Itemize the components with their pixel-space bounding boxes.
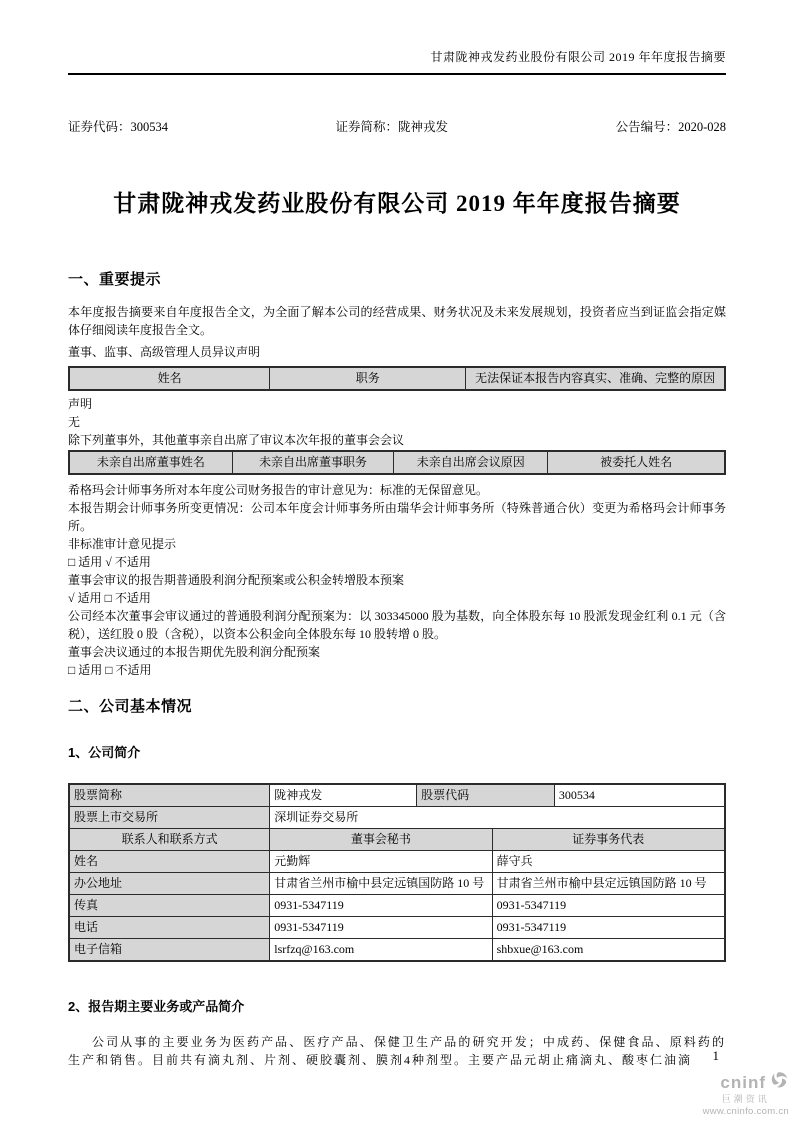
absence-col-director-name: 未亲自出席董事姓名: [69, 451, 232, 474]
attendance-note: 除下列董事外，其他董事亲自出席了审议本次年报的董事会会议: [68, 433, 405, 447]
secretary-phone: 0931-5347119: [270, 917, 492, 939]
statement-label: 声明: [68, 397, 93, 411]
secretary-name: 元勤辉: [270, 851, 492, 873]
table-row: [69, 939, 725, 962]
table-row: [69, 807, 725, 829]
page-title: 甘肃陇神戎发药业股份有限公司 2019 年年度报告摘要: [113, 191, 681, 216]
page-number: 1: [712, 1048, 719, 1063]
cninfo-chinese-name: 巨潮资讯: [721, 1094, 770, 1104]
section-2-heading: 二、公司基本情况: [68, 698, 193, 715]
document-page: [68, 0, 726, 1069]
cninfo-brand-text: cninf: [720, 1072, 766, 1092]
running-header: [68, 0, 726, 75]
stock-abbr-cell-label: 股票简称: [69, 784, 270, 807]
statement-value: 无: [68, 415, 81, 429]
dissent-col-position: 职务: [270, 367, 466, 390]
phone-label: 电话: [69, 917, 270, 939]
business-summary-heading: 2、报告期主要业务或产品简介: [68, 999, 245, 1014]
running-header-text: 甘肃陇神戎发药业股份有限公司 2019 年年度报告摘要: [430, 50, 726, 64]
representative-fax: 0931-5347119: [492, 895, 725, 917]
contact-header-row: [69, 829, 725, 851]
stock-code-cell-label: 股票代码: [417, 784, 555, 807]
business-summary-paragraph: 公司从事的主要业务为医药产品、医疗产品、保健卫生产品的研究开发；中成药、保健食品、原料药的生产和销售。目前共有滴丸剂、片剂、硬胶囊剂、膜剂4种剂型。主要产品元胡止痛滴丸、酸枣仁油滴: [68, 1035, 726, 1067]
preferred-dividend-choice: □ 适用 □ 不适用: [68, 663, 152, 677]
representative-address: 甘肃省兰州市榆中县定远镇国防路 10 号: [492, 873, 725, 895]
announcement-no-label: 公告编号：2020-028: [615, 120, 726, 134]
section-1-intro: 本年度报告摘要来自年度报告全文，为全面了解本公司的经营成果、财务状况及未来发展规划，投资者应当到证监会指定媒体仔细阅读年度报告全文。: [68, 305, 726, 337]
stock-abbr-cell-value: 陇神戎发: [270, 784, 417, 807]
absence-table-header-row: [69, 451, 725, 474]
contact-col-secretary: 董事会秘书: [270, 829, 492, 851]
absence-col-director-position: 未亲自出席董事职务: [232, 451, 393, 474]
nonstandard-audit-label: 非标准审计意见提示: [68, 537, 177, 551]
secretary-fax: 0931-5347119: [270, 895, 492, 917]
representative-email: shbxue@163.com: [492, 939, 725, 962]
dissent-col-reason: 无法保证本报告内容真实、准确、完整的原因: [466, 367, 725, 390]
contact-col-label: 联系人和联系方式: [69, 829, 270, 851]
exchange-cell-label: 股票上市交易所: [69, 807, 270, 829]
cninfo-brand-row: [703, 1070, 789, 1094]
audit-opinion: 希格玛会计师事务所对本年度公司财务报告的审计意见为：标准的无保留意见。: [68, 483, 489, 497]
stock-code-label: 证券代码：300534: [68, 120, 169, 134]
exchange-cell-value: 深圳证券交易所: [270, 807, 725, 829]
dissent-table: [68, 366, 726, 391]
company-profile-heading: 1、公司简介: [68, 745, 141, 760]
office-address-label: 办公地址: [69, 873, 270, 895]
nonstandard-audit-choice: □ 适用 √ 不适用: [68, 555, 151, 569]
representative-name: 薛守兵: [492, 851, 725, 873]
secretary-address: 甘肃省兰州市榆中县定远镇国防路 10 号: [270, 873, 492, 895]
table-row: [69, 851, 725, 873]
securities-info-row: [68, 117, 726, 135]
absence-col-proxy-name: 被委托人姓名: [548, 451, 725, 474]
dividend-plan-detail: 公司经本次董事会审议通过的普通股利润分配预案为：以 303345000 股为基数，向全体股东每 10 股派发现金红利 0.1 元（含税），送红股 0 股（含税），以资本公积金向全体股东每 10 股转增 0 股。: [68, 609, 726, 641]
cninfo-swirl-icon: [767, 1070, 789, 1094]
stock-code-cell-value: 300534: [554, 784, 725, 807]
dividend-plan-label: 董事会审议的报告期普通股利润分配预案或公积金转增股本预案: [68, 573, 405, 587]
absence-table: [68, 450, 726, 475]
secretary-email: lsrfzq@163.com: [270, 939, 492, 962]
absence-col-reason: 未亲自出席会议原因: [394, 451, 548, 474]
cninfo-url: www.cninfo.com.cn: [702, 1106, 789, 1117]
cninfo-logo: [703, 1070, 789, 1117]
fax-label: 传真: [69, 895, 270, 917]
dissent-statement-label: 董事、监事、高级管理人员异议声明: [68, 345, 261, 359]
dissent-table-header-row: [69, 367, 725, 390]
auditor-change-note: 本报告期会计师事务所变更情况：公司本年度会计师事务所由瑞华会计师事务所（特殊普通合伙）变更为希格玛会计师事务所。: [68, 501, 726, 533]
dividend-plan-choice: √ 适用 □ 不适用: [68, 591, 151, 605]
company-profile-table: [68, 783, 726, 962]
section-1-heading: 一、重要提示: [68, 271, 162, 288]
table-row: [69, 895, 725, 917]
table-row: [69, 784, 725, 807]
representative-phone: 0931-5347119: [492, 917, 725, 939]
email-label: 电子信箱: [69, 939, 270, 962]
stock-abbr-label: 证券简称：陇神戎发: [335, 120, 449, 134]
contact-col-representative: 证券事务代表: [492, 829, 725, 851]
preferred-dividend-label: 董事会决议通过的本报告期优先股利润分配预案: [68, 645, 321, 659]
table-row: [69, 917, 725, 939]
contact-name-label: 姓名: [69, 851, 270, 873]
dissent-col-name: 姓名: [69, 367, 270, 390]
table-row: [69, 873, 725, 895]
